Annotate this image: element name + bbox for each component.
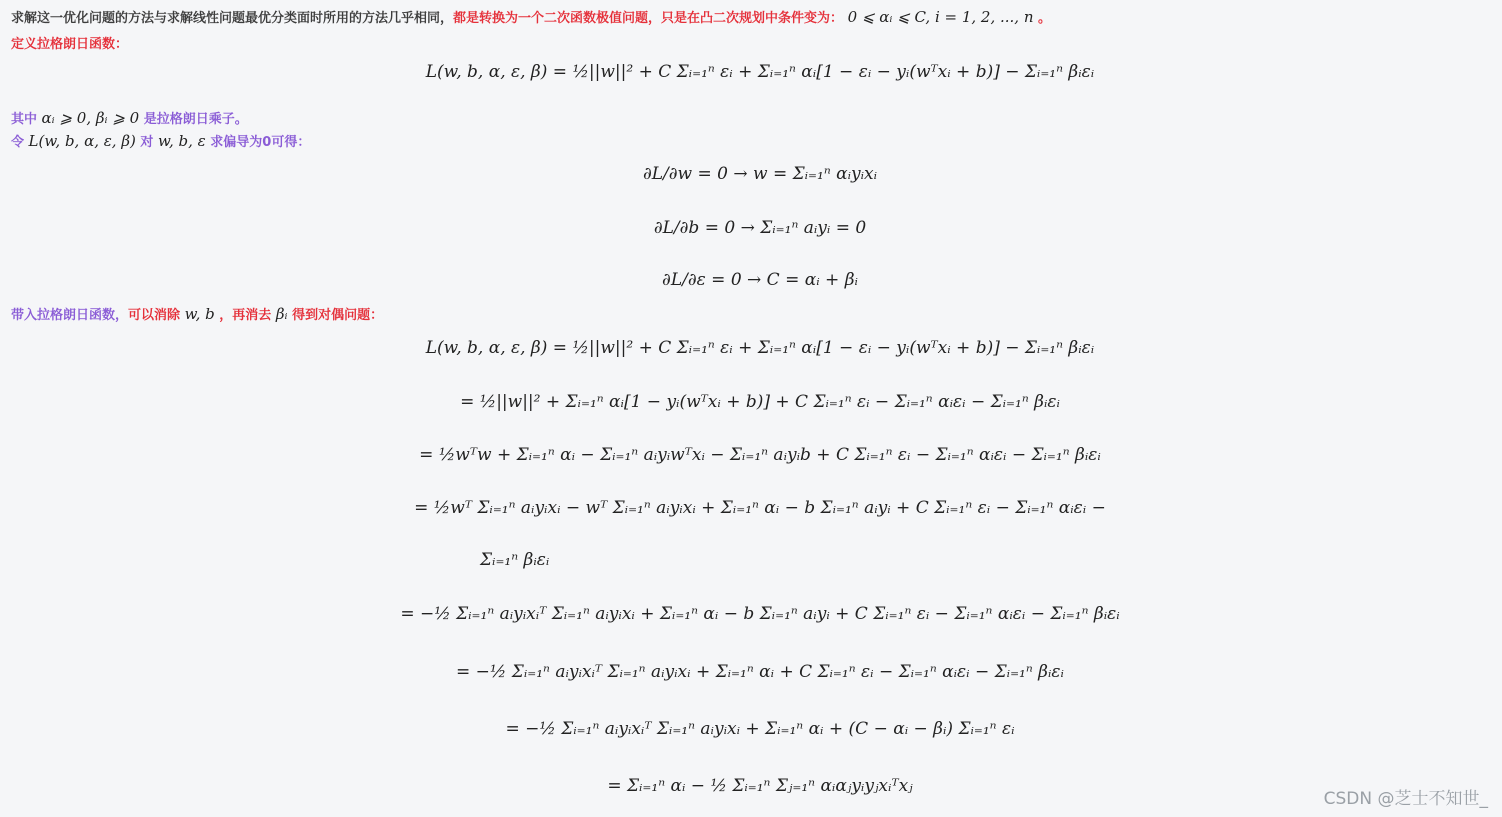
derivation-step-5: = −½ Σᵢ₌₁ⁿ aᵢyᵢxᵢᵀ Σᵢ₌₁ⁿ aᵢyᵢxᵢ + Σᵢ₌₁ⁿ αᵢ − b Σᵢ₌₁ⁿ aᵢyᵢ + C Σᵢ₌₁ⁿ εᵢ − Σᵢ₌₁ⁿ αᵢεᵢ − Σᵢ₌₁ⁿ βᵢεᵢ — [400, 604, 1120, 624]
multipliers-prefix: 其中 — [11, 112, 38, 127]
derivative-epsilon: ∂L/∂ε = 0 → C = αᵢ + βᵢ — [662, 270, 858, 290]
define-lagrangian-heading: 定义拉格朗日函数： — [11, 37, 129, 52]
csdn-watermark: CSDN @芝士不知世_ — [1323, 789, 1488, 809]
derivation-step-1: L(w, b, α, ε, β) = ½||w||² + C Σᵢ₌₁ⁿ εᵢ + Σᵢ₌₁ⁿ αᵢ[1 − εᵢ − yᵢ(wᵀxᵢ + b)] − Σᵢ₌₁ⁿ βᵢεᵢ — [425, 338, 1095, 358]
lagrangian-equation: L(w, b, α, ε, β) = ½||w||² + C Σᵢ₌₁ⁿ εᵢ + Σᵢ₌₁ⁿ αᵢ[1 − εᵢ − yᵢ(wᵀxᵢ + b)] − Σᵢ₌₁ⁿ βᵢεᵢ — [425, 62, 1095, 82]
multipliers-math: αᵢ ⩾ 0, βᵢ ⩾ 0 — [41, 109, 140, 127]
partial-mid: 对 — [140, 135, 154, 150]
partial-suffix: 求偏导为0可得： — [210, 135, 311, 150]
derivation-step-2: = ½||w||² + Σᵢ₌₁ⁿ αᵢ[1 − yᵢ(wᵀxᵢ + b)] + C Σᵢ₌₁ⁿ εᵢ − Σᵢ₌₁ⁿ αᵢεᵢ − Σᵢ₌₁ⁿ βᵢεᵢ — [460, 392, 1060, 412]
intro-condition: 0 ⩽ αᵢ ⩽ C, i = 1, 2, ..., n — [847, 8, 1034, 26]
partial-math-1: L(w, b, α, ε, β) — [28, 132, 136, 150]
substitute-math-2: βᵢ — [275, 305, 288, 323]
derivation-step-4: = ½wᵀ Σᵢ₌₁ⁿ aᵢyᵢxᵢ − wᵀ Σᵢ₌₁ⁿ aᵢyᵢxᵢ + Σᵢ₌₁ⁿ αᵢ − b Σᵢ₌₁ⁿ aᵢyᵢ + C Σᵢ₌₁ⁿ εᵢ − Σᵢ₌₁ⁿ αᵢεᵢ − — [414, 498, 1106, 518]
intro-end: 。 — [1038, 11, 1052, 26]
multipliers-suffix: 是拉格朗日乘子。 — [143, 112, 248, 127]
substitute-b: 可以消除 — [128, 308, 181, 323]
partial-math-2: w, b, ε — [157, 132, 206, 150]
derivative-w: ∂L/∂w = 0 → w = Σᵢ₌₁ⁿ αᵢyᵢxᵢ — [642, 164, 878, 184]
derivation-step-7: = −½ Σᵢ₌₁ⁿ aᵢyᵢxᵢᵀ Σᵢ₌₁ⁿ aᵢyᵢxᵢ + Σᵢ₌₁ⁿ αᵢ + (C − αᵢ − βᵢ) Σᵢ₌₁ⁿ εᵢ — [505, 719, 1015, 739]
intro-highlight: 都是转换为一个二次函数极值问题，只是在凸二次规划中条件变为： — [453, 11, 844, 26]
substitute-d: 得到对偶问题： — [292, 308, 384, 323]
substitute-c: ，再消去 — [219, 308, 272, 323]
intro-line — [11, 7, 1051, 26]
partial-prefix: 令 — [11, 135, 25, 150]
derivative-b: ∂L/∂b = 0 → Σᵢ₌₁ⁿ aᵢyᵢ = 0 — [653, 218, 867, 238]
multipliers-line — [11, 108, 248, 127]
intro-lead: 求解这一优化问题的方法与求解线性问题最优分类面时所用的方法几乎相同， — [11, 11, 454, 26]
substitute-a: 带入拉格朗日函数， — [11, 308, 129, 323]
substitute-line — [11, 304, 383, 323]
derivation-step-6: = −½ Σᵢ₌₁ⁿ aᵢyᵢxᵢᵀ Σᵢ₌₁ⁿ aᵢyᵢxᵢ + Σᵢ₌₁ⁿ αᵢ + C Σᵢ₌₁ⁿ εᵢ − Σᵢ₌₁ⁿ αᵢεᵢ − Σᵢ₌₁ⁿ βᵢεᵢ — [456, 662, 1064, 682]
derivation-step-4-continued: Σᵢ₌₁ⁿ βᵢεᵢ — [480, 550, 550, 570]
partial-line — [11, 131, 310, 150]
derivation-step-3: = ½wᵀw + Σᵢ₌₁ⁿ αᵢ − Σᵢ₌₁ⁿ aᵢyᵢwᵀxᵢ − Σᵢ₌₁ⁿ aᵢyᵢb + C Σᵢ₌₁ⁿ εᵢ − Σᵢ₌₁ⁿ αᵢεᵢ − Σᵢ₌₁ⁿ βᵢεᵢ — [419, 445, 1101, 465]
substitute-math-1: w, b — [184, 305, 215, 323]
derivation-step-8: = Σᵢ₌₁ⁿ αᵢ − ½ Σᵢ₌₁ⁿ Σⱼ₌₁ⁿ αᵢαⱼyᵢyⱼxᵢᵀxⱼ — [607, 776, 913, 796]
